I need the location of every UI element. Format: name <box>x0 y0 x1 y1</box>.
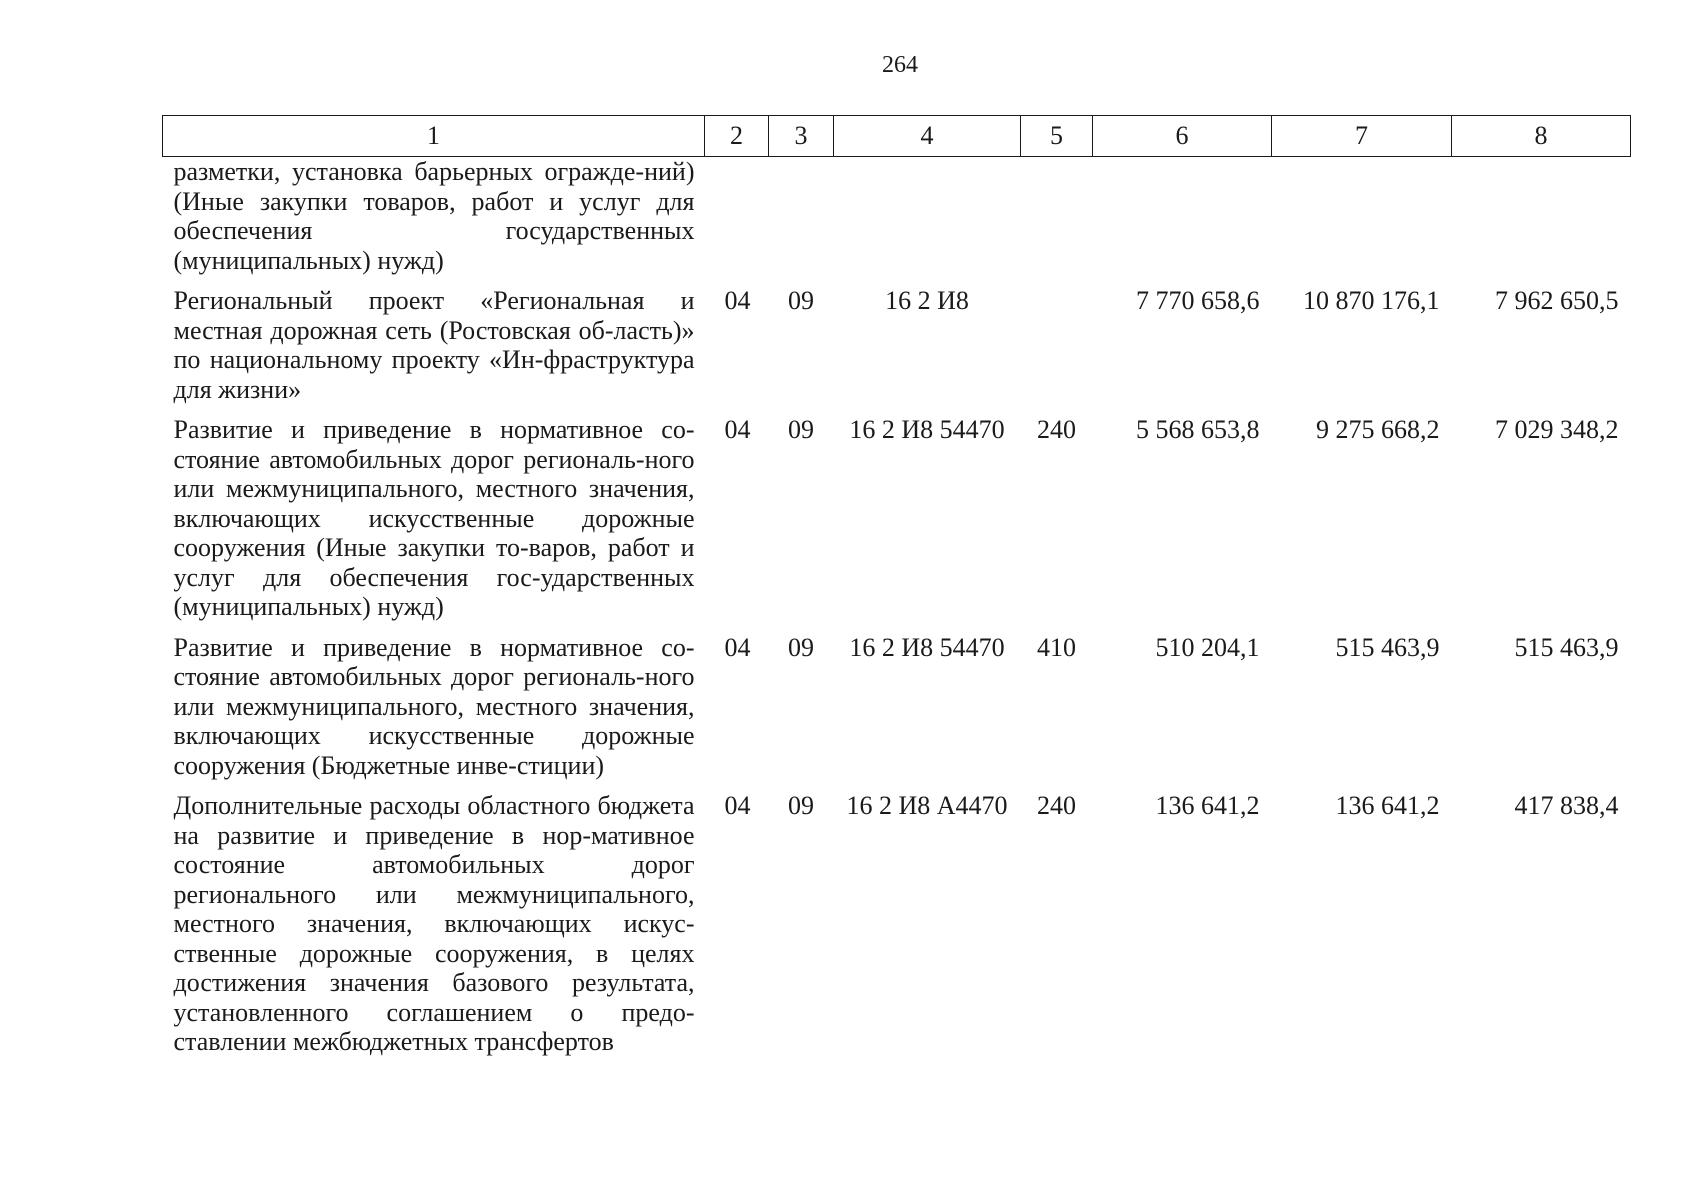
row-value-col8: 7 962 650,5 <box>1495 286 1619 315</box>
header-col-1: 1 <box>163 116 705 157</box>
header-col-5: 5 <box>1021 116 1093 157</box>
row-expense-type: 240 <box>1037 415 1076 444</box>
row-section: 04 <box>724 286 751 315</box>
table-row <box>163 286 1631 415</box>
row-expense-type <box>1021 286 1093 415</box>
row-section: 04 <box>724 791 751 820</box>
row-target-article: 16 2 И8 54470 <box>849 632 1005 662</box>
header-col-8: 8 <box>1452 116 1631 157</box>
budget-table <box>162 115 1631 1068</box>
row-expense-type <box>1021 157 1093 287</box>
row-value-col7: 136 641,2 <box>1335 791 1440 820</box>
row-description: Региональный проект «Региональная и местная дорожная сеть (Ростовская об-ласть)» по национальному проекту «Ин-фраструктура для жизни» <box>173 286 695 404</box>
row-subsection: 09 <box>788 632 814 662</box>
row-subsection: 09 <box>788 791 814 820</box>
row-section: 04 <box>724 415 751 444</box>
row-value-col8: 7 029 348,2 <box>1495 415 1619 444</box>
row-value-col6: 136 641,2 <box>1155 791 1260 820</box>
header-col-3: 3 <box>769 116 834 157</box>
header-row <box>163 116 1631 157</box>
row-description: разметки, установка барьерных огражде-ний) (Иные закупки товаров, работ и услуг для обеспечения государственных (муниципальных) нужд) <box>173 157 695 275</box>
row-subsection <box>769 157 834 287</box>
row-expense-type: 240 <box>1037 791 1076 820</box>
row-value-col8: 515 463,9 <box>1514 632 1619 662</box>
row-value-col6: 5 568 653,8 <box>1136 415 1260 444</box>
header-col-2: 2 <box>705 116 769 157</box>
row-target-article: 16 2 И8 А4470 <box>846 791 1008 820</box>
header-col-7: 7 <box>1272 116 1452 157</box>
row-value-col7 <box>1272 157 1452 287</box>
row-target-article: 16 2 И8 54470 <box>849 415 1005 444</box>
row-value-col6: 7 770 658,6 <box>1136 286 1260 315</box>
table-row <box>163 633 1631 792</box>
row-description: Развитие и приведение в нормативное со-стояние автомобильных дорог региональ-ного или межмуниципального, местного значения, включающих искусственные дорожные сооружения (Бюджетные инве-стиции) <box>173 632 695 780</box>
row-expense-type: 410 <box>1037 632 1076 662</box>
page-number: 264 <box>882 52 918 78</box>
row-target-article: 16 2 И8 <box>885 286 969 315</box>
row-value-col6 <box>1093 157 1272 287</box>
table-header <box>163 116 1631 157</box>
row-value-col7: 9 275 668,2 <box>1316 415 1440 444</box>
row-value-col7: 515 463,9 <box>1335 632 1440 662</box>
header-col-4: 4 <box>834 116 1021 157</box>
table-row <box>163 157 1631 287</box>
row-subsection: 09 <box>788 286 814 315</box>
row-value-col7: 10 870 176,1 <box>1303 286 1440 315</box>
row-value-col6: 510 204,1 <box>1155 632 1260 662</box>
row-description: Развитие и приведение в нормативное со-стояние автомобильных дорог региональ-ного или межмуниципального, местного значения, включающих искусственные дорожные сооружения (Иные закупки то-варов, работ и услуг для обеспечения гос-ударственных (муниципальных) нужд) <box>173 415 695 621</box>
row-section <box>705 157 769 287</box>
table-body <box>163 157 1631 1068</box>
row-subsection: 09 <box>788 415 814 444</box>
row-description: Дополнительные расходы областного бюджета на развитие и приведение в нор-мативное состояние автомобильных дорог регионального или межмуниципального, местного значения, включающих искус-ственные дорожные сооружения, в целях достижения значения базового результата, установленного соглашением о предо-ставлении межбюджетных трансфертов <box>173 791 695 1056</box>
table-row <box>163 415 1631 633</box>
row-target-article <box>834 157 1021 287</box>
header-col-6: 6 <box>1093 116 1272 157</box>
row-value-col8 <box>1452 157 1631 287</box>
row-section: 04 <box>724 632 751 662</box>
row-value-col8: 417 838,4 <box>1514 791 1619 820</box>
table-row <box>163 791 1631 1068</box>
